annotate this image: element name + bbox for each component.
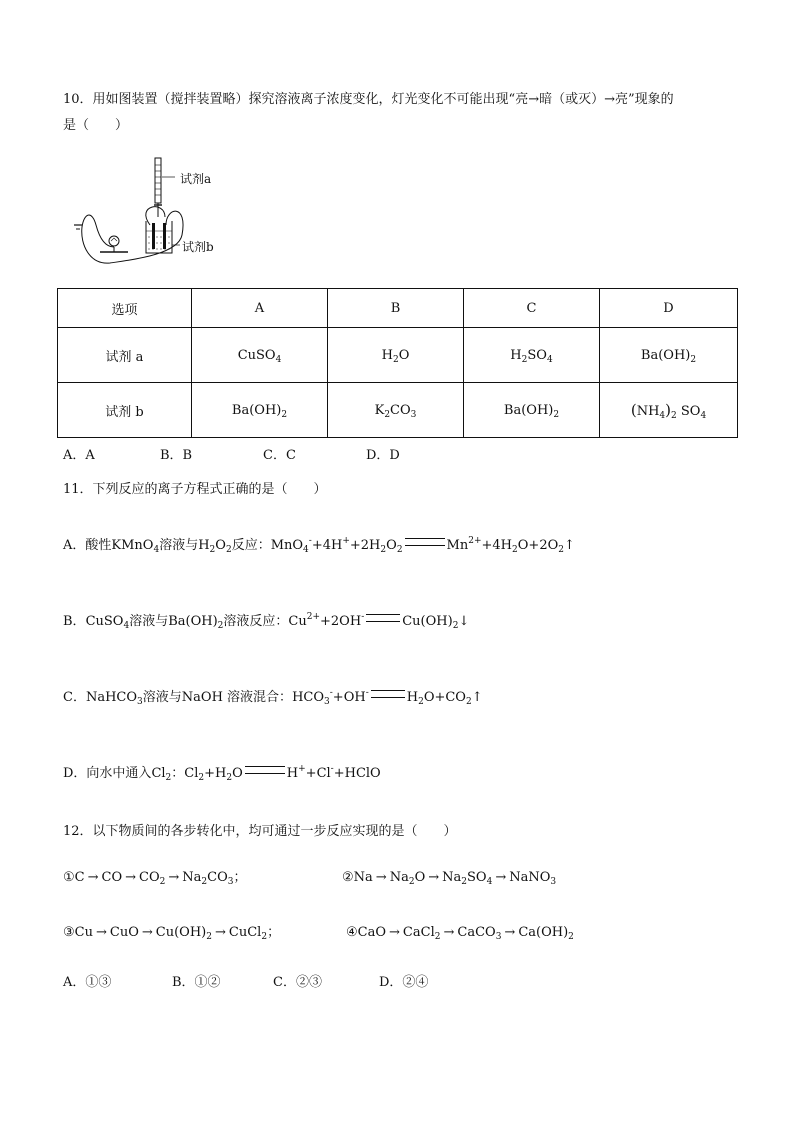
option-d-colon: ： — [171, 766, 185, 781]
option-c-label: C． — [63, 690, 86, 705]
formula-cell: $Ba(OH)_2$ — [192, 383, 328, 438]
option-a-end: 反应： — [231, 538, 271, 553]
formula-cell: $H_2O$ — [328, 328, 464, 383]
formula-cell: $(NH_4)_2$ $SO_4$ — [600, 383, 738, 438]
marker-3: ③ — [63, 925, 75, 940]
header-cell: 选项 — [58, 289, 192, 328]
q12-path-4: ④CaO → CaCl$_2$ → CaCO$_3$ → $Ca(OH)_2$ — [346, 925, 574, 942]
figure-label-b: 试剂b — [182, 240, 214, 254]
q10-choice-c[interactable]: C．C — [263, 448, 296, 463]
formula-cell: $K_2CO_3$ — [328, 383, 464, 438]
q12-choice-d[interactable]: D．②④ — [379, 975, 429, 990]
marker-1: ① — [63, 870, 75, 885]
q11-option-a[interactable]: A．酸性KMnO$_4$溶液与$H_2O_2$反应：$MnO_4^-+4H^++2H_2O_2$ $Mn^{2+}+4H_2O+2O_2↑$ — [63, 536, 575, 555]
header-cell: A — [192, 289, 328, 328]
option-b-label: B． — [63, 614, 86, 629]
separator: ； — [233, 870, 247, 885]
q12-path-3: ③Cu → CuO → $Cu(OH)_2$ → CuCl$_2$； — [63, 925, 281, 942]
q11-option-d[interactable]: D．向水中通入$Cl_2$：$Cl_2+H_2O$ H++Cl-+HClO — [63, 764, 381, 783]
option-a-label: A．酸性 — [63, 538, 112, 553]
header-cell: B — [328, 289, 464, 328]
table-row-reagent-b — [58, 383, 738, 438]
option-d-label: D．向水中通入 — [63, 766, 152, 781]
q10-choice-b[interactable]: B．B — [160, 448, 193, 463]
header-cell: C — [464, 289, 600, 328]
options-table — [57, 288, 738, 438]
q11-stem: 11．下列反应的离子方程式正确的是（ ） — [63, 482, 327, 497]
q10-choice-a[interactable]: A．A — [63, 448, 95, 463]
row-label: 试剂 a — [58, 328, 192, 383]
q12-path-2: ②Na → $Na_2O \to Na_2SO_4$ → NaNO$_3$ — [342, 870, 557, 887]
option-b-mid1: 溶液与 — [129, 614, 169, 629]
option-c-mid1: 溶液与 — [142, 690, 182, 705]
option-b-mid2: 溶液反应： — [223, 614, 289, 629]
q10-stem-line2: 是（ ） — [63, 118, 129, 133]
marker-4: ④ — [346, 925, 358, 940]
table-header-row — [58, 289, 738, 328]
formula-cell: $H_2SO_4$ — [464, 328, 600, 383]
q12-choice-c[interactable]: C．②③ — [273, 975, 322, 990]
formula-cell: $Ba(OH)_2$ — [464, 383, 600, 438]
option-c-mid2: 溶液混合： — [227, 690, 293, 705]
marker-2: ② — [342, 870, 354, 885]
q12-path-1: ①C → CO → $CO_2 \to Na_2CO_3$； — [63, 870, 247, 887]
q11-option-b[interactable]: B．CuSO$_4$溶液与$Ba(OH)_2$溶液反应：$Cu^{2+}+2OH^-$ $Cu(OH)_2↓$ — [63, 612, 470, 631]
header-cell: D — [600, 289, 738, 328]
formula-cell: CuSO$_4$ — [192, 328, 328, 383]
q11-option-c[interactable]: C．NaHCO$_3$溶液与NaOH 溶液混合：$HCO_3^-+OH^-$ $H_2O+CO_2↑$ — [63, 688, 483, 707]
formula-cell: $Ba(OH)_2$ — [600, 328, 738, 383]
row-label: 试剂 b — [58, 383, 192, 438]
table-row-reagent-a — [58, 328, 738, 383]
separator: ； — [267, 925, 281, 940]
figure-label-a: 试剂a — [180, 172, 212, 186]
q12-stem: 12．以下物质间的各步转化中，均可通过一步反应实现的是（ ） — [63, 824, 457, 839]
q10-stem-line1: 10．用如图装置（搅拌装置略）探究溶液离子浓度变化，灯光变化不可能出现“亮→暗（或灭）→亮”现象的 — [63, 92, 674, 107]
q10-choice-d[interactable]: D．D — [366, 448, 400, 463]
option-a-mid: 溶液与 — [159, 538, 199, 553]
q12-choice-b[interactable]: B．①② — [172, 975, 221, 990]
q12-choice-a[interactable]: A．①③ — [63, 975, 112, 990]
